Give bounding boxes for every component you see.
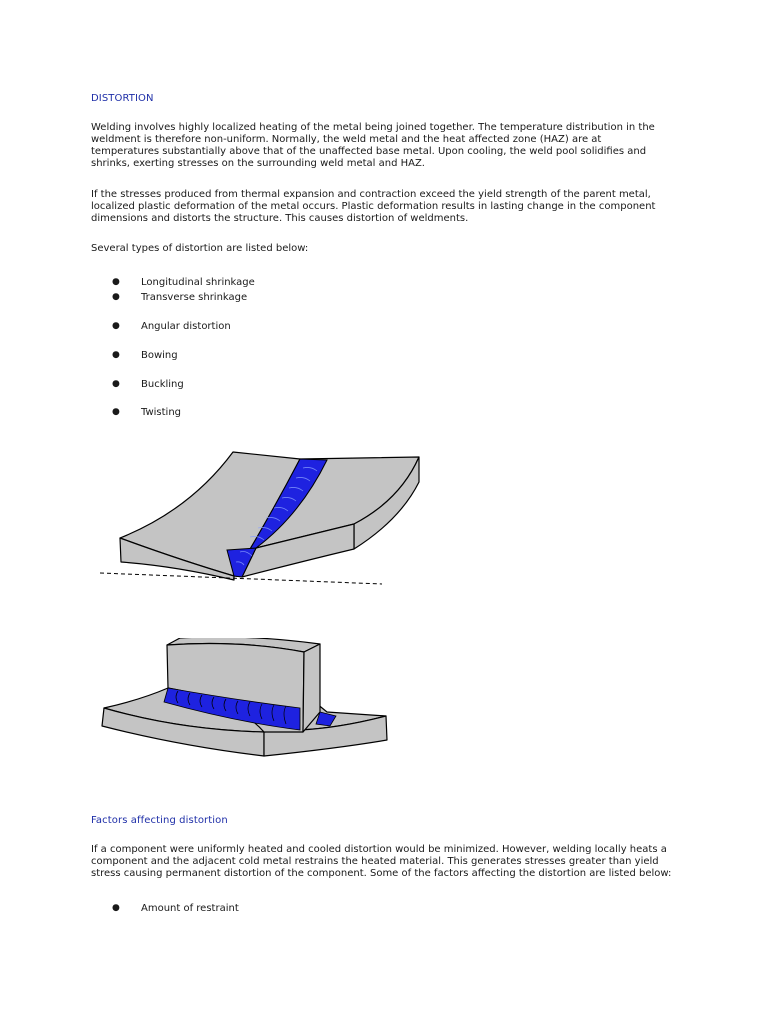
document-page: DISTORTION Welding involves highly localized heating of the metal being joined together. The temperature distribution in the weldment is therefore non-uniform. Normally, the weld metal and the heat affected zone (HAZ) are at temperatures substantially above that of the unaffected base metal. Upon cooling, the weld pool solidifies and shrinks, exerting stresses on the surrounding weld metal and HAZ. If the stresses produced from thermal expansion and contraction exceed the yield strength of the parent metal, localized plastic deformation of the metal occurs. Plastic deformation results in lasting change in the component dimensions and distorts the structure. This causes distortion of weldments. Several types of distortion are listed below: ● Longitudinal shrinkage ● Transverse shrinkage ● Angular distortion ● Bowing ● Buckling ● Twisting Factors affecting distortion If a component were uniformly heated and cooled distortion would be minimized. However, welding locally heats a component and the adjacent cold metal restrains the heated material. This generates stresses greater than yield stress causing permanent distortion of the component. Some of the factors affecting the distortion are listed below: ● Amount of restraint: [0, 0, 768, 1024]
section-heading-factors: Factors affecting distortion: [91, 815, 228, 826]
bullet-icon: ●: [112, 903, 120, 913]
paragraph-types-intro: Several types of distortion are listed below:: [91, 243, 309, 254]
bullet-icon: ●: [112, 292, 120, 302]
angular-distortion-figure: [95, 448, 430, 590]
section-heading-distortion: DISTORTION: [91, 93, 154, 104]
bullet-icon: ●: [112, 379, 120, 389]
bullet-icon: ●: [112, 277, 120, 287]
paragraph-intro: Welding involves highly localized heating of the metal being joined together. The temperature distribution in the weldment is therefore non-uniform. Normally, the weld metal and the heat affected zone (HAZ) are at temperatures substantially above that of the unaffected base metal. Upon cooling, the weld pool solidifies and shrinks, exerting stresses on the surrounding weld metal and HAZ.: [91, 122, 655, 169]
bullet-icon: ●: [112, 350, 120, 360]
bullet-icon: ●: [112, 407, 120, 417]
paragraph-stresses: If the stresses produced from thermal expansion and contraction exceed the yield strength of the parent metal, localized plastic deformation of the metal occurs. Plastic deformation results in lasting change in the component dimensions and distorts the structure. This causes distortion of weldments.: [91, 189, 656, 224]
paragraph-factors: If a component were uniformly heated and cooled distortion would be minimized. However, welding locally heats a component and the adjacent cold metal restrains the heated material. This generates stresses greater than yield stress causing permanent distortion of the component. Some of the factors affecting the distortion are listed below:: [91, 844, 672, 879]
bullet-icon: ●: [112, 321, 120, 331]
bowing-distortion-figure: [97, 638, 392, 760]
